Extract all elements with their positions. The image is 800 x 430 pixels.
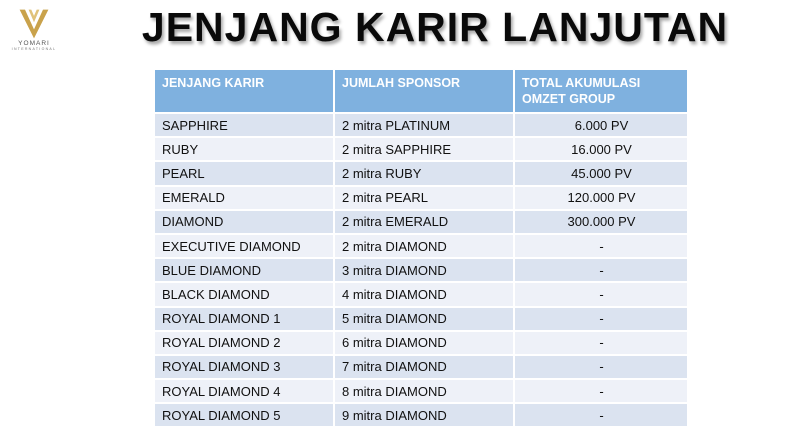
table-row (155, 258, 687, 282)
table-row (155, 186, 687, 210)
cell-level: BLACK DIAMOND (155, 282, 334, 306)
cell-sponsor: 5 mitra DIAMOND (334, 307, 514, 331)
cell-sponsor: 7 mitra DIAMOND (334, 355, 514, 379)
table-row (155, 331, 687, 355)
cell-sponsor: 2 mitra EMERALD (334, 210, 514, 234)
table-row (155, 113, 687, 137)
cell-omzet: - (514, 234, 687, 258)
cell-omzet: - (514, 258, 687, 282)
cell-sponsor: 2 mitra RUBY (334, 161, 514, 185)
cell-level: ROYAL DIAMOND 4 (155, 379, 334, 403)
brand-name: YOMARI (18, 40, 50, 47)
table-header-row (155, 70, 687, 113)
cell-omzet: - (514, 307, 687, 331)
cell-omzet: - (514, 379, 687, 403)
cell-level: ROYAL DIAMOND 3 (155, 355, 334, 379)
cell-sponsor: 4 mitra DIAMOND (334, 282, 514, 306)
table-row (155, 137, 687, 161)
cell-omzet: - (514, 331, 687, 355)
cell-omzet: - (514, 355, 687, 379)
cell-sponsor: 9 mitra DIAMOND (334, 403, 514, 426)
cell-level: EXECUTIVE DIAMOND (155, 234, 334, 258)
cell-omzet: - (514, 282, 687, 306)
column-header-sponsor: JUMLAH SPONSOR (334, 70, 514, 113)
cell-level: ROYAL DIAMOND 1 (155, 307, 334, 331)
brand-logo (8, 6, 60, 58)
table-row (155, 282, 687, 306)
cell-level: SAPPHIRE (155, 113, 334, 137)
cell-omzet: 16.000 PV (514, 137, 687, 161)
cell-sponsor: 6 mitra DIAMOND (334, 331, 514, 355)
cell-sponsor: 8 mitra DIAMOND (334, 379, 514, 403)
table-row (155, 379, 687, 403)
cell-level: ROYAL DIAMOND 5 (155, 403, 334, 426)
table-row (155, 307, 687, 331)
table-row (155, 210, 687, 234)
table-row (155, 403, 687, 426)
table-body (155, 113, 687, 426)
cell-omzet: - (514, 403, 687, 426)
career-table (155, 70, 687, 426)
cell-level: PEARL (155, 161, 334, 185)
yomari-logo-icon (16, 6, 52, 42)
cell-level: EMERALD (155, 186, 334, 210)
cell-omzet: 6.000 PV (514, 113, 687, 137)
cell-level: RUBY (155, 137, 334, 161)
cell-omzet: 300.000 PV (514, 210, 687, 234)
cell-sponsor: 2 mitra DIAMOND (334, 234, 514, 258)
cell-sponsor: 2 mitra SAPPHIRE (334, 137, 514, 161)
cell-sponsor: 2 mitra PEARL (334, 186, 514, 210)
column-header-level: JENJANG KARIR (155, 70, 334, 113)
brand-subtitle: INTERNATIONAL (11, 47, 57, 51)
page-title: JENJANG KARIR LANJUTAN (141, 4, 729, 50)
column-header-omzet: TOTAL AKUMULASI OMZET GROUP (514, 70, 687, 113)
cell-sponsor: 3 mitra DIAMOND (334, 258, 514, 282)
cell-level: DIAMOND (155, 210, 334, 234)
cell-omzet: 45.000 PV (514, 161, 687, 185)
cell-sponsor: 2 mitra PLATINUM (334, 113, 514, 137)
table-row (155, 161, 687, 185)
table-row (155, 234, 687, 258)
cell-level: BLUE DIAMOND (155, 258, 334, 282)
cell-omzet: 120.000 PV (514, 186, 687, 210)
table-row (155, 355, 687, 379)
cell-level: ROYAL DIAMOND 2 (155, 331, 334, 355)
